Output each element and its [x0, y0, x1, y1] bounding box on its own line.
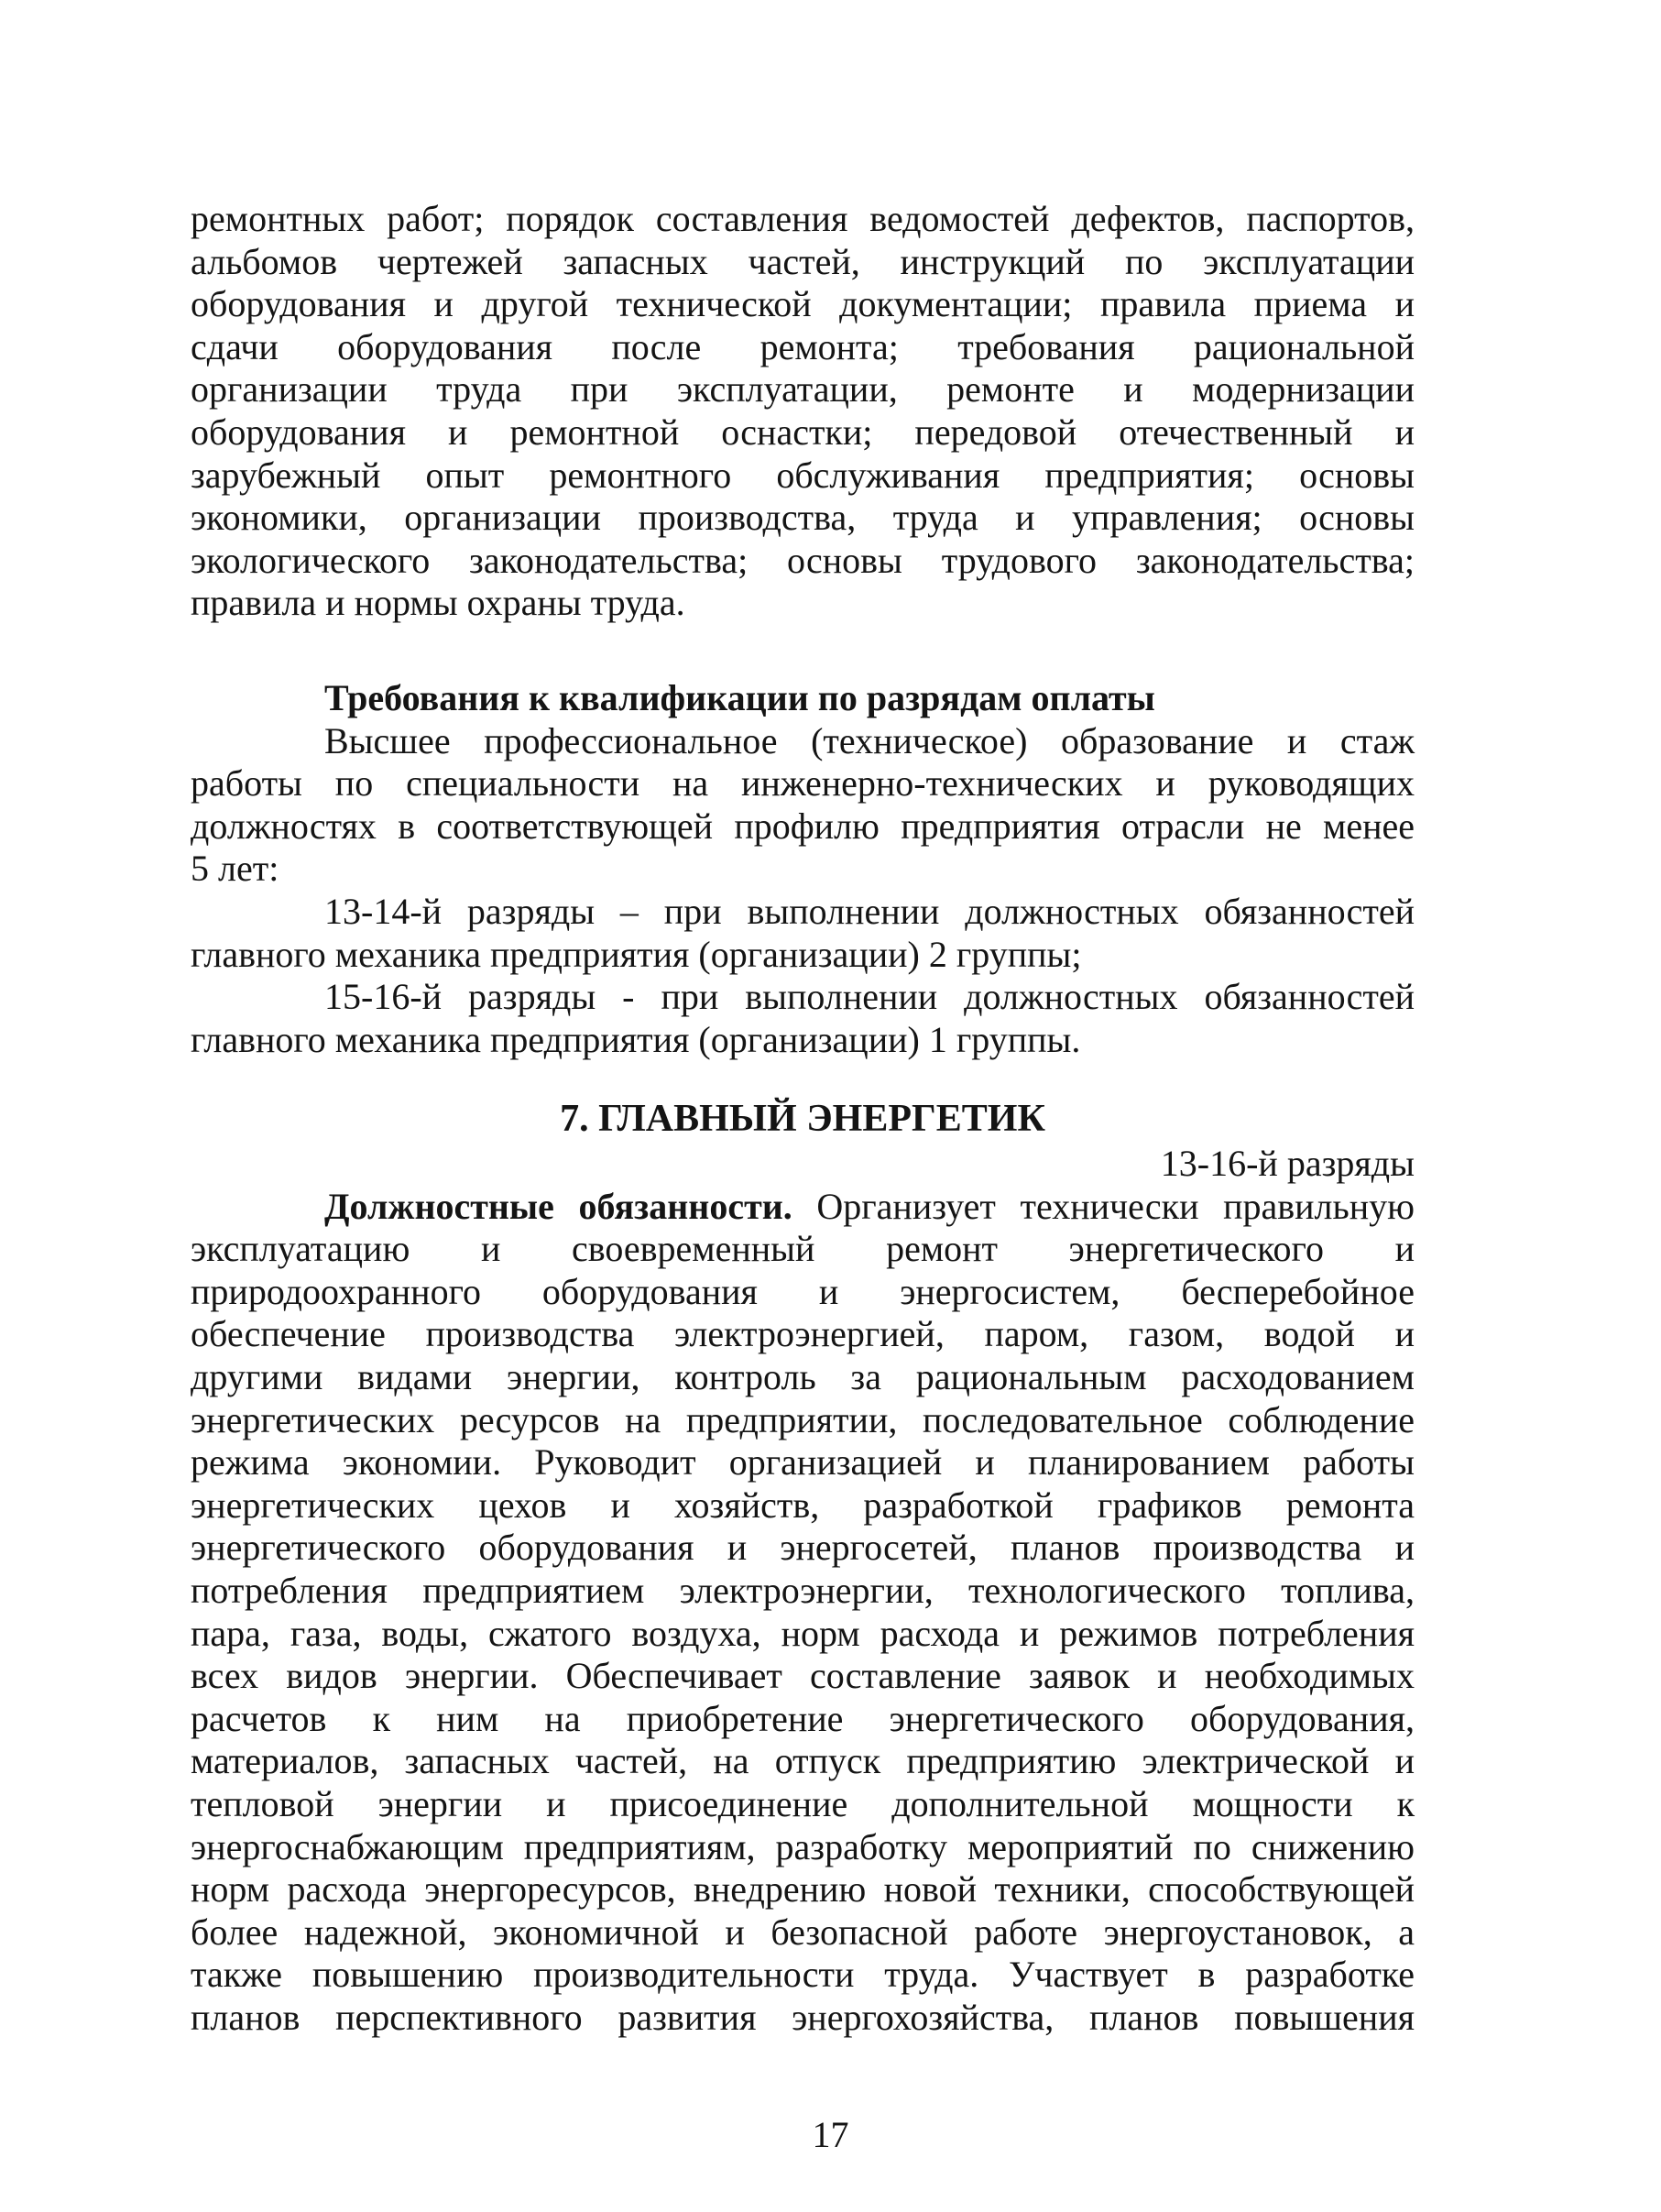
grade-line: 15-16-й разряды - при выполнении должностных обязанностей: [324, 976, 1415, 1018]
text-line: энергетических цехов и хозяйств, разработкой графиков ремонта: [191, 1484, 1415, 1526]
qualification-heading: Требования к квалификации по разрядам оплаты: [324, 677, 1155, 718]
text-line: также повышению производительности труда. Участвует в разработке: [191, 1954, 1415, 1996]
continued-paragraph: [191, 198, 1415, 625]
grade-line: 13-14-й разряды – при выполнении должностных обязанностей: [324, 890, 1415, 932]
grade-line: главного механика предприятия (организации) 2 группы;: [191, 933, 1082, 975]
text-line: энергетического оборудования и энергосетей, планов производства и: [191, 1527, 1415, 1569]
text-line: зарубежный опыт ремонтного обслуживания предприятия; основы: [191, 454, 1415, 496]
text-line: оборудования и ремонтной оснастки; передовой отечественный и: [191, 411, 1415, 453]
text-line: сдачи оборудования после ремонта; требования рациональной: [191, 325, 1415, 367]
qualification-block: [191, 677, 1415, 1061]
text-line: тепловой энергии и присоединение дополнительной мощности к: [191, 1782, 1415, 1824]
text-line: расчетов к ним на приобретение энергетического оборудования,: [191, 1697, 1415, 1739]
text-line: альбомов чертежей запасных частей, инструкций по эксплуатации: [191, 240, 1415, 282]
section-title: 7. ГЛАВНЫЙ ЭНЕРГЕТИК: [560, 1098, 1045, 1140]
grade-line: главного механика предприятия (организации) 1 группы.: [191, 1018, 1081, 1060]
duties-first-line-text: Организует технически правильную: [816, 1185, 1415, 1227]
text-line: работы по специальности на инженерно-технических и руководящих: [191, 762, 1415, 805]
duties-first-line: [191, 1186, 1415, 1229]
section-chief-power-engineer: [191, 1095, 1415, 2039]
page-number: 17: [812, 2114, 849, 2155]
text-line: экономики, организации производства, труда и управления; основы: [191, 497, 1415, 539]
text-line: правила и нормы охраны труда.: [191, 582, 685, 624]
text-line: эксплуатацию и своевременный ремонт энергетического и: [191, 1228, 1415, 1270]
text-line: природоохранного оборудования и энергосистем, бесперебойное: [191, 1270, 1415, 1312]
text-line: должностях в соответствующей профилю предприятия отрасли не менее: [191, 805, 1415, 847]
text-line: энергоснабжающим предприятиям, разработку мероприятий по снижению: [191, 1825, 1415, 1867]
text-line: более надежной, экономичной и безопасной работе энергоустановок, а: [191, 1911, 1415, 1953]
text-line: всех видов энергии. Обеспечивает составление заявок и необходимых: [191, 1655, 1415, 1697]
text-line: Высшее профессиональное (техническое) образование и стаж: [324, 719, 1415, 761]
text-line: энергетических ресурсов на предприятии, последовательное соблюдение: [191, 1398, 1415, 1440]
text-line: экологического законодательства; основы трудового законодательства;: [191, 539, 1415, 581]
text-line: обеспечение производства электроэнергией, паром, газом, водой и: [191, 1313, 1415, 1355]
text-line: 5 лет:: [191, 848, 279, 890]
text-line: норм расхода энергоресурсов, внедрению новой техники, способствующей: [191, 1868, 1415, 1911]
text-line: оборудования и другой технической документации; правила приема и: [191, 283, 1415, 325]
text-line: ремонтных работ; порядок составления ведомостей дефектов, паспортов,: [191, 198, 1415, 239]
section-grades: 13-16-й разряды: [1160, 1143, 1415, 1184]
text-line: пара, газа, воды, сжатого воздуха, норм расхода и режимов потребления: [191, 1612, 1415, 1654]
text-line: другими видами энергии, контроль за рациональным расходованием: [191, 1355, 1415, 1397]
text-line: режима экономии. Руководит организацией и планированием работы: [191, 1441, 1415, 1484]
text-line: материалов, запасных частей, на отпуск предприятию электрической и: [191, 1740, 1415, 1782]
text-line: потребления предприятием электроэнергии, технологического топлива,: [191, 1569, 1415, 1611]
text-line: планов перспективного развития энергохозяйства, планов повышения: [191, 1996, 1415, 2038]
text-line: организации труда при эксплуатации, ремонте и модернизации: [191, 368, 1415, 411]
duties-label: Должностные обязанности.: [324, 1185, 792, 1227]
